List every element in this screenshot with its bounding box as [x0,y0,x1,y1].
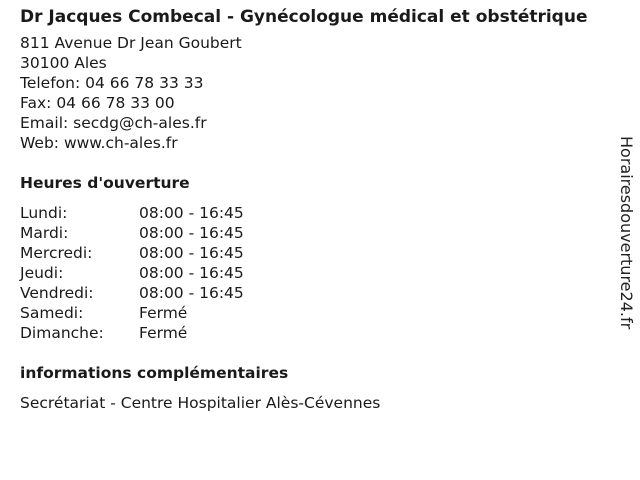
time-value: 08:00 - 16:45 [139,284,244,302]
site-watermark: Horairesdouverture24.fr [617,136,636,330]
business-card [20,8,620,413]
additional-info-text: Secrétariat - Centre Hospitalier Alès-Cévennes [20,394,381,412]
time-value: Fermé [139,324,188,342]
hours-row [20,263,620,283]
email-address: Email: secdg@ch-ales.fr [20,114,207,132]
day-label: Mardi: [20,224,69,242]
opening-hours-table [20,203,620,343]
day-label: Vendredi: [20,284,94,302]
hours-row [20,203,620,223]
time-value: 08:00 - 16:45 [139,224,244,242]
street-address: 811 Avenue Dr Jean Goubert [20,34,242,52]
hours-row [20,323,620,343]
day-label: Samedi: [20,304,84,322]
page-title: Dr Jacques Combecal - Gynécologue médical et obstétrique [20,7,588,27]
additional-info-heading: informations complémentaires [20,364,289,382]
time-value: 08:00 - 16:45 [139,264,244,282]
phone-number: Telefon: 04 66 78 33 33 [20,74,204,92]
day-label: Lundi: [20,204,68,222]
day-label: Jeudi: [20,264,64,282]
time-value: 08:00 - 16:45 [139,204,244,222]
time-value: 08:00 - 16:45 [139,244,244,262]
city: 30100 Ales [20,54,107,72]
time-value: Fermé [139,304,188,322]
website: Web: www.ch-ales.fr [20,134,178,152]
hours-row [20,283,620,303]
day-label: Mercredi: [20,244,93,262]
hours-row [20,303,620,323]
day-label: Dimanche: [20,324,104,342]
hours-row [20,223,620,243]
fax-number: Fax: 04 66 78 33 00 [20,94,175,112]
address-block [20,33,620,153]
hours-row [20,243,620,263]
opening-hours-heading: Heures d'ouverture [20,174,190,192]
